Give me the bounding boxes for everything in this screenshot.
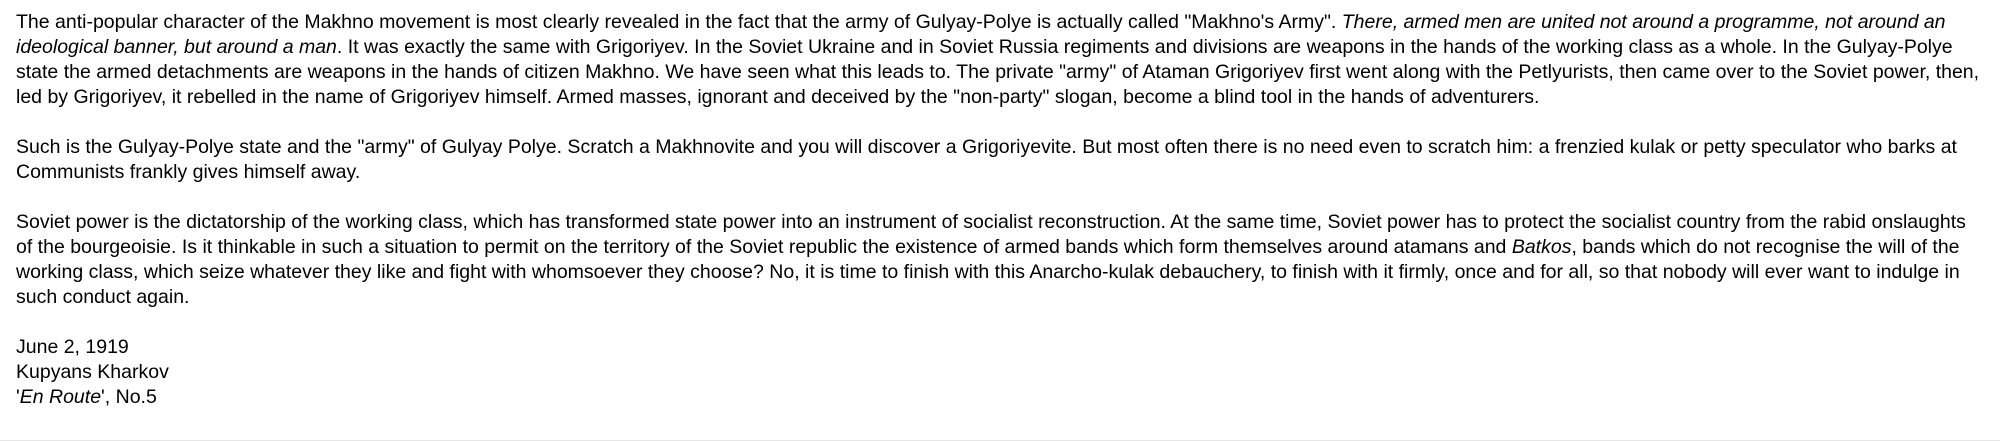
article-body: [16, 10, 1984, 310]
source-title: En Route: [19, 386, 102, 408]
signature-date: June 2, 1919: [16, 336, 129, 358]
italic-text-segment: There, armed men are united not around a programme, not around an ideological banner, but around a man: [16, 11, 1946, 58]
paragraph: [16, 10, 1984, 110]
text-segment: . It was exactly the same with Grigoriyev. In the Soviet Ukraine and in Soviet Russia regiments and divisions are weapons in the hands of the working class as a whole. In the Gulyay-Polye state the armed detachments are weapons in the hands of citizen Makhno. We have seen what this leads to. The private "army" of Ataman Grigoriyev first went along with the Petlyurists, then came over to the Soviet power, then, led by Grigoriyev, it rebelled in the name of Grigoriyev himself. Armed masses, ignorant and deceived by the "non-party" slogan, become a blind tool in the hands of adventurers.: [16, 36, 1980, 108]
text-segment: Soviet power is the dictatorship of the working class, which has transformed state power into an instrument of socialist reconstruction. At the same time, Soviet power has to protect the socialist country from the rabid onslaughts of the bourgeoisie. Is it thinkable in such a situation to permit on the territory of the Soviet republic the existence of armed bands which form themselves around atamans and: [16, 211, 1966, 258]
text-segment: Such is the Gulyay-Polye state and the "army" of Gulyay Polye. Scratch a Makhnovite and you will discover a Grigoriyevite. But most often there is no need even to scratch him: a frenzied kulak or petty speculator who barks at Communists frankly gives himself away.: [16, 136, 1957, 183]
paragraph: [16, 135, 1984, 185]
text-segment: The anti-popular character of the Makhno movement is most clearly revealed in the fact that the army of Gulyay-Polye is actually called "Makhno's Army".: [16, 11, 1342, 33]
italic-text-segment: Batkos: [1511, 236, 1572, 258]
source-suffix: ', No.5: [101, 386, 157, 408]
text-segment: , bands which do not recognise the will of the working class, which seize whatever they like and fight with whomsoever they choose? No, it is time to finish with this Anarcho-kulak debauchery, to finish with it firmly, once and for all, so that nobody will ever want to indulge in such conduct again.: [16, 236, 1960, 308]
signature-place: Kupyans Kharkov: [16, 361, 169, 383]
paragraph: [16, 210, 1984, 310]
signature-block: [16, 335, 1984, 410]
source-prefix: ': [16, 386, 20, 408]
signature-source: [16, 385, 1984, 410]
